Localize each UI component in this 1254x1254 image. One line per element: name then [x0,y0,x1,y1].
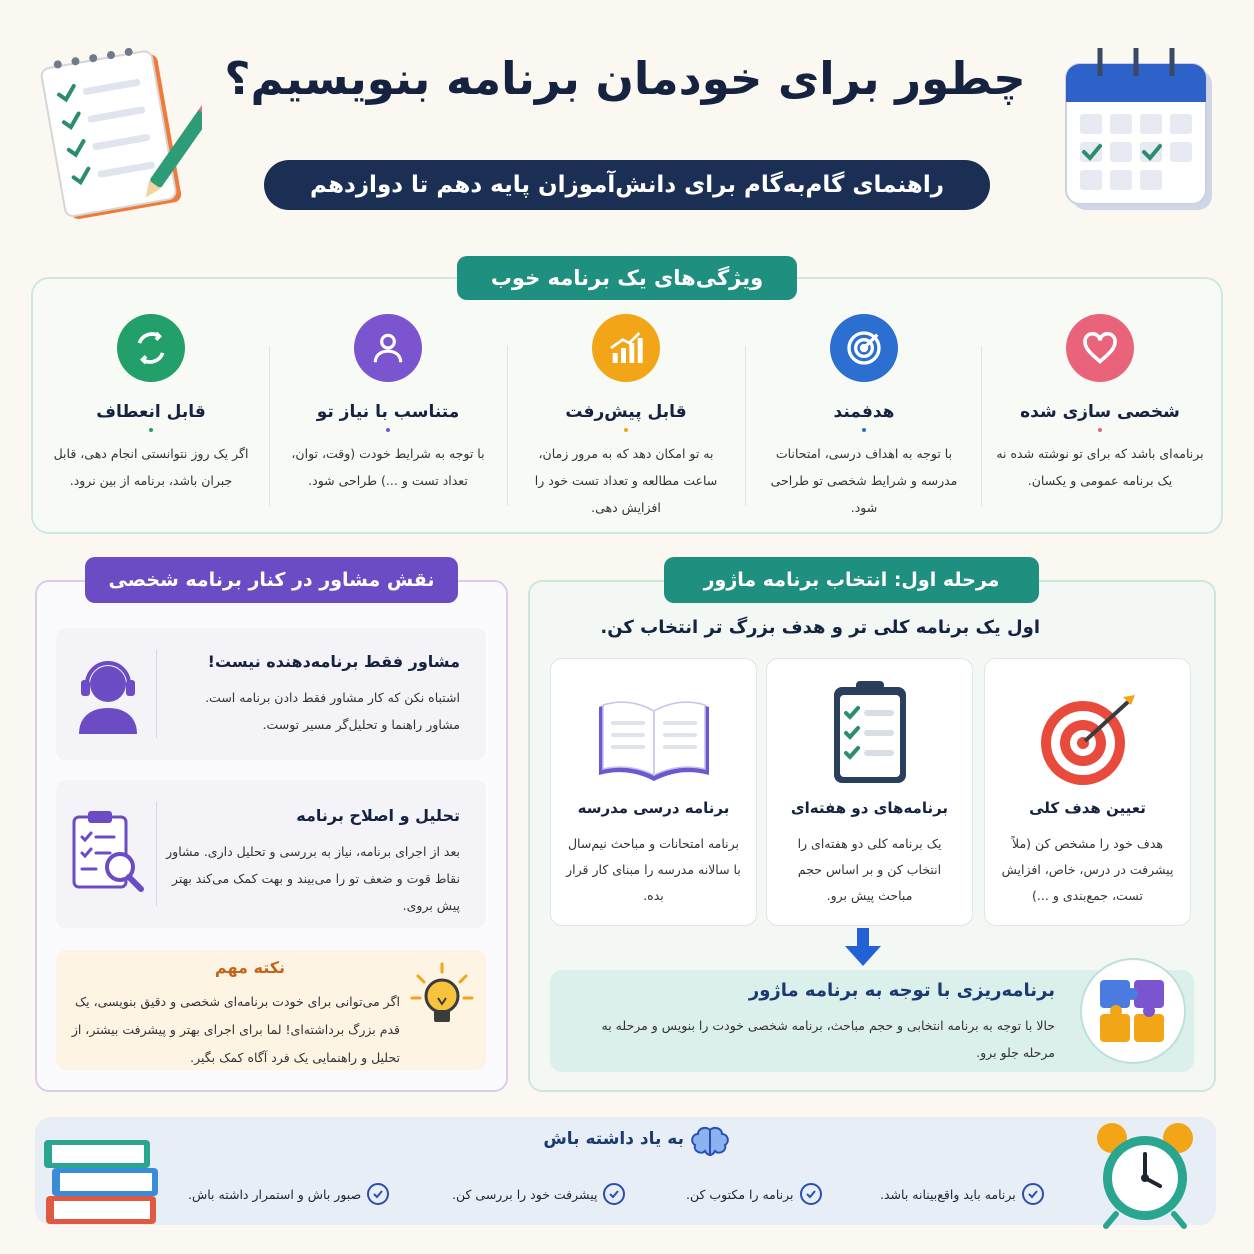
puzzle-icon [1080,958,1186,1064]
open-book-icon [551,659,756,787]
remember-title: به یاد داشته باش [543,1129,684,1149]
feature-title: شخصی سازی شده [1020,402,1180,422]
features-heading: ویژگی‌های یک برنامه خوب [457,256,797,300]
step-desc: یک برنامه کلی دو هفته‌ای را انتخاب کن و بر اساس حجم مباحث پیش برو. [797,836,942,903]
feature-title: قابل انعطاف [96,402,206,422]
clipboard-search-icon [68,806,148,898]
calendar-illustration [1058,30,1233,220]
card-title: مشاور فقط برنامه‌دهنده نیست! [207,652,460,671]
remember-item: برنامه را مکتوب کن. [686,1181,822,1207]
bullseye-icon [985,659,1190,787]
feature-title: متناسب با نیاز تو [316,402,460,422]
arrow-down-icon [845,928,881,966]
step-card-school [550,658,757,926]
step-card-biweekly [766,658,973,926]
note-title: نکته مهم [214,958,286,977]
feature-progressive [508,310,744,520]
card-title: تحلیل و اصلاح برنامه [296,806,460,825]
remember-item: پیشرفت خود را بررسی کن. [452,1181,625,1207]
major-plan-heading: مرحله اول: انتخاب برنامه ماژور [664,557,1039,603]
remember-item: برنامه باید واقع‌بینانه باشد. [880,1181,1044,1207]
feature-title: هدفمند [833,402,895,422]
feature-desc: به تو امکان دهد که به مرور زمان، ساعت مطالعه و تعداد تست خود را افزایش دهی. [534,446,718,515]
plan-desc: حالا با توجه به برنامه انتخابی و حجم مباحث، برنامه شخصی خودت را بنویس و مرحله به مرحله جلو برو. [601,1018,1055,1060]
headset-user-icon [68,652,148,736]
counselor-card-analysis [56,780,486,928]
page-title: چطور برای خودمان برنامه بنویسیم؟ [224,52,1026,105]
brain-icon [690,1126,730,1158]
step-desc: هدف خود را مشخص کن (ملاً پیشرفت در درس، خاص، افزایش تست، جمع‌بندی و ...) [1001,836,1174,903]
feature-desc: اگر یک روز نتوانستی انجام دهی، قابل جبران باشد، برنامه از بین نرود. [53,446,249,488]
heart-icon [1066,314,1134,382]
feature-desc: برنامه‌ای باشد که برای تو نوشته شده نه یک برنامه عمومی و یکسان. [996,446,1204,488]
card-desc: اشتباه نکن که کار مشاور فقط دادن برنامه است. مشاور راهنما و تحلیل‌گر مسیر توست. [205,690,460,732]
plan-title: برنامه‌ریزی با توجه به برنامه ماژور [748,980,1055,1001]
feature-targeted [746,310,982,520]
counselor-heading: نقش مشاور در کنار برنامه شخصی [85,557,458,603]
feature-personalized [982,310,1218,520]
lightbulb-icon [410,962,474,1032]
feature-desc: با توجه به اهداف درسی، امتحانات مدرسه و شرایط شخصی تو طراحی شود. [770,446,958,515]
check-circle-icon [800,1183,822,1205]
step-title: برنامه درسی مدرسه [577,799,730,817]
target-icon [830,314,898,382]
user-icon [354,314,422,382]
alarm-clock-icon [1090,1118,1200,1230]
remember-item: صبور باش و استمرار داشته باش. [188,1181,389,1207]
books-stack-icon [40,1122,165,1230]
feature-fit-needs [270,310,506,520]
growth-chart-icon [592,314,660,382]
cycle-icon [117,314,185,382]
checklist-clipboard-icon [767,659,972,787]
check-circle-icon [1022,1183,1044,1205]
check-circle-icon [367,1183,389,1205]
step-title: برنامه‌های دو هفته‌ای [790,799,949,817]
feature-title: قابل پیش‌رفت [565,402,687,422]
step-title: تعیین هدف کلی [1029,799,1146,817]
note-desc: اگر می‌توانی برای خودت برنامه‌ای شخصی و دقیق بنویسی، یک قدم بزرگ برداشته‌ای! لما برای اجرای بهتر و پیشرفت بیشتر، از تحلیل و راهنمایی یک فرد آگاه کمک بگیر. [71,994,400,1065]
card-desc: بعد از اجرای برنامه، نیاز به بررسی و تحلیل داری. مشاور نقاط قوت و ضعف تو را می‌بیند و بهت کمک می‌کند بهتر پیش بروی. [166,844,460,913]
counselor-card-advisor [56,628,486,760]
page-subtitle: راهنمای گام‌به‌گام برای دانش‌آموزان پایه دهم تا دوازدهم [264,160,990,210]
notebook-checklist-illustration [22,30,202,230]
check-circle-icon [603,1183,625,1205]
feature-desc: با توجه به شرایط خودت (وقت، توان، تعداد تست و ...) طراحی شود. [291,446,485,488]
feature-flexible [33,310,269,520]
step-desc: برنامه امتحانات و مباحث نیم‌سال با سالانه مدرسه را مبنای کار قرار بده. [566,836,741,903]
major-plan-instruction: اول یک برنامه کلی تر و هدف بزرگ تر انتخاب کن. [600,617,1040,638]
step-card-goal [984,658,1191,926]
